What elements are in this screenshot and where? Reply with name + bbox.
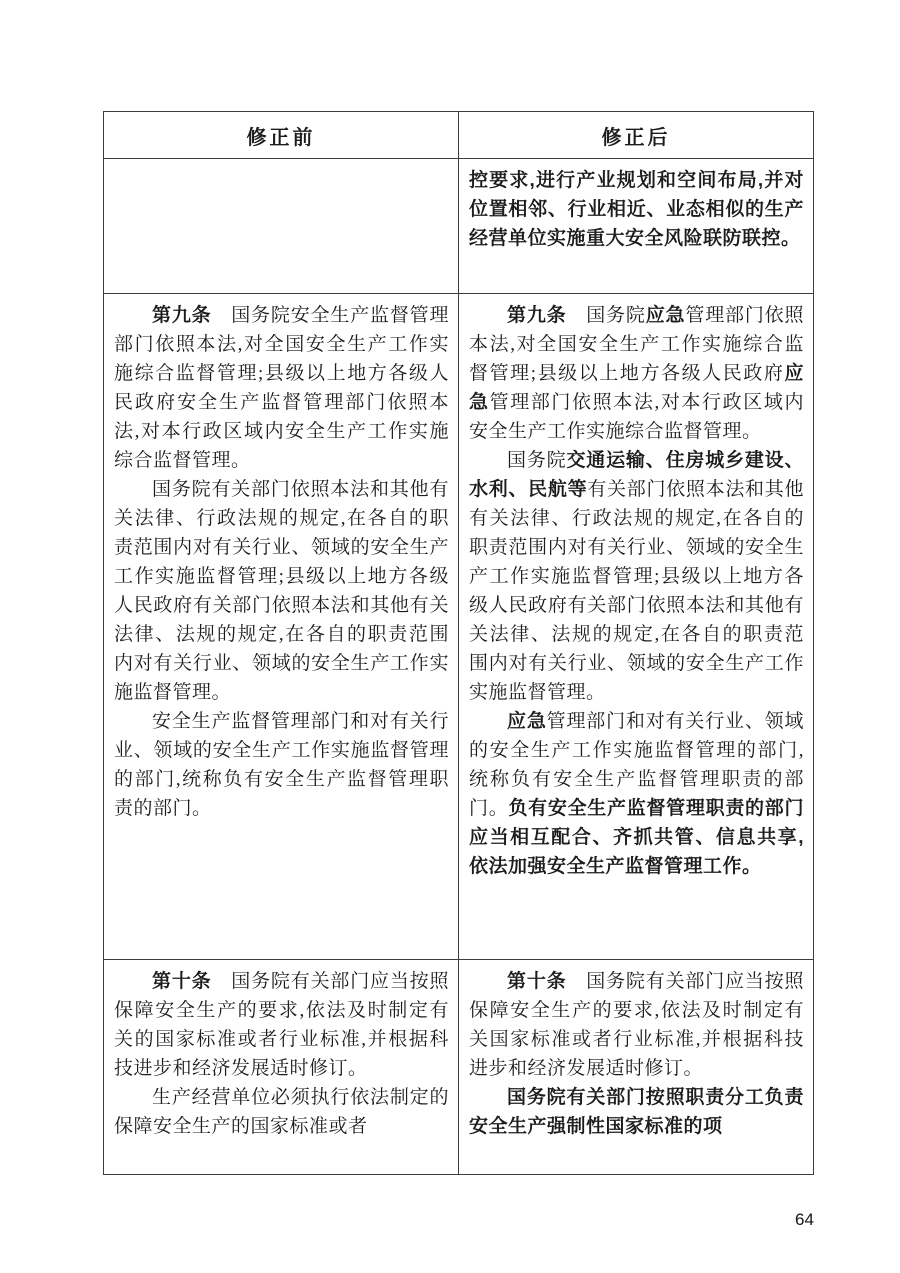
paragraph: [114, 1083, 449, 1141]
amendment-comparison-table: [103, 111, 814, 1175]
cell-after: [459, 294, 814, 960]
text-run: 管理部门依照本法,对本行政区域内安全生产工作实施综合监督管理。: [469, 392, 804, 442]
amended-text-run: 第十条: [507, 971, 567, 992]
paragraph: [114, 967, 449, 1083]
paragraph: [469, 1083, 804, 1141]
header-row: [104, 112, 814, 159]
table-row: [104, 960, 814, 1175]
amended-text-run: 第十条: [152, 971, 212, 992]
paragraph: [469, 707, 804, 881]
amended-text-run: 交通运输、住房城乡建设、水利、民航等: [469, 450, 804, 500]
cell-before: [104, 159, 459, 294]
cell-before: [104, 960, 459, 1175]
cell-before: [104, 294, 459, 960]
text-run: 国务院有关部门应当按照保障安全生产的要求,依法及时制定有关的国家标准或者行业标准,并根据科技进步和经济发展适时修订。: [114, 971, 449, 1079]
text-run: 安全生产监督管理部门和对有关行业、领域的安全生产工作实施监督管理的部门,统称负有安全生产监督管理职责的部门。: [114, 711, 449, 819]
table-row: [104, 159, 814, 294]
cell-after: [459, 159, 814, 294]
paragraph: [469, 301, 804, 446]
amended-text-run: 第九条: [507, 305, 567, 326]
text-run: 国务院有关部门依照本法和其他有关法律、行政法规的规定,在各自的职责范围内对有关行业、领域的安全生产工作实施监督管理;县级以上地方各级人民政府有关部门依照本法和其他有关法律、法规的规定,在各自的职责范围内对有关行业、领域的安全生产工作实施监督管理。: [114, 479, 449, 703]
amended-text-run: 负有安全生产监督管理职责的部门应当相互配合、齐抓共管、信息共享,依法加强安全生产监督管理工作。: [469, 798, 804, 877]
table-row: [104, 294, 814, 960]
paragraph: [469, 166, 804, 253]
page-number: 64: [795, 1210, 814, 1229]
amended-text-run: 应急: [645, 305, 686, 326]
table-header: [104, 112, 814, 159]
column-header-after: 修正后: [459, 112, 814, 159]
paragraph: [114, 475, 449, 707]
amended-text-run: 国务院有关部门按照职责分工负责安全生产强制性国家标准的项: [469, 1087, 804, 1137]
text-run: 国务院: [507, 450, 567, 471]
amended-text-run: 第九条: [152, 305, 212, 326]
text-run: 管理部门和对有关行业、领域的安全生产工作实施监督管理的部门,统称负有安全生产监督管理职责的部门。: [469, 711, 804, 819]
amended-text-run: 应急: [507, 711, 547, 732]
text-run: 有关部门依照本法和其他有关法律、行政法规的规定,在各自的职责范围内对有关行业、领域的安全生产工作实施监督管理;县级以上地方各级人民政府有关部门依照本法和其他有关法律、法规的规定,在各自的职责范围内对有关行业、领域的安全生产工作实施监督管理。: [469, 479, 804, 703]
paragraph: [114, 301, 449, 475]
text-run: 国务院: [566, 305, 646, 326]
paragraph: [469, 967, 804, 1083]
amended-text-run: 应急: [469, 363, 804, 413]
column-header-before: 修正前: [104, 112, 459, 159]
text-run: 国务院安全生产监督管理部门依照本法,对全国安全生产工作实施综合监督管理;县级以上地方各级人民政府安全生产监督管理部门依照本法,对本行政区域内安全生产工作实施综合监督管理。: [114, 305, 449, 471]
table-body: [104, 159, 814, 1175]
paragraph: [469, 446, 804, 707]
text-run: 管理部门依照本法,对全国安全生产工作实施综合监督管理;县级以上地方各级人民政府: [469, 305, 804, 384]
cell-after: [459, 960, 814, 1175]
text-run: 国务院有关部门应当按照保障安全生产的要求,依法及时制定有关国家标准或者行业标准,并根据科技进步和经济发展适时修订。: [469, 971, 804, 1079]
paragraph: [114, 707, 449, 823]
text-run: 生产经营单位必须执行依法制定的保障安全生产的国家标准或者: [114, 1087, 449, 1137]
amended-text-run: 控要求,进行产业规划和空间布局,并对位置相邻、行业相近、业态相似的生产经营单位实施重大安全风险联防联控。: [469, 170, 804, 249]
